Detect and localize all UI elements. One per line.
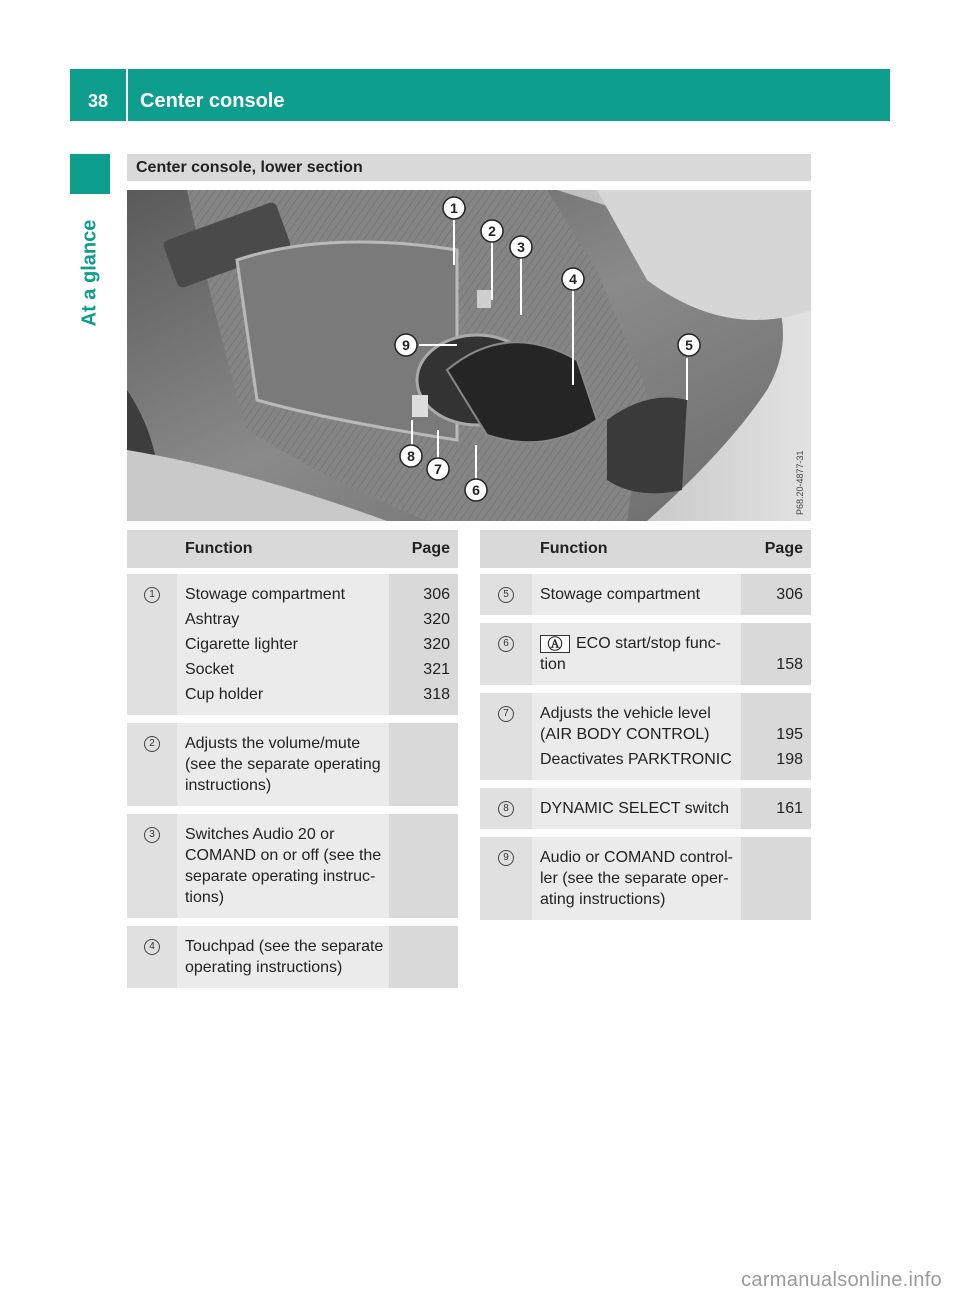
callout-9	[395, 334, 417, 356]
table-row	[127, 574, 458, 716]
callout-2-number: 2	[488, 223, 496, 239]
function-text: Adjusts the volume/mute	[184, 735, 361, 752]
table-row	[127, 926, 458, 989]
page-cell	[741, 837, 811, 921]
callout-4-number: 4	[569, 271, 577, 287]
item-number: 9	[498, 850, 514, 866]
callout-1-number: 1	[450, 200, 458, 216]
page-cell	[389, 723, 458, 807]
page-number-ref: 198	[776, 751, 803, 768]
center-console-illustration	[127, 190, 811, 521]
item-number-cell	[127, 926, 177, 989]
page-number-ref: 161	[776, 800, 803, 817]
page-cell	[389, 814, 458, 919]
spacer-cell	[127, 919, 458, 926]
spacer-cell	[127, 807, 458, 814]
page-number-ref: 195	[776, 726, 803, 743]
table-row	[480, 788, 811, 830]
page-number-ref	[393, 936, 450, 957]
function-cell	[532, 837, 741, 921]
callout-1	[443, 197, 465, 219]
item-number-cell	[127, 574, 177, 716]
function-text: Stowage compartment	[184, 586, 346, 603]
page-cell	[741, 623, 811, 686]
function-text: tion	[540, 656, 566, 673]
spacer-cell	[480, 616, 811, 623]
photo-code: P68.20-4877-31	[795, 450, 805, 515]
item-number: 2	[144, 736, 160, 752]
function-text: operating instructions)	[184, 959, 343, 976]
function-cell	[532, 623, 741, 686]
function-text: tions)	[184, 889, 225, 906]
function-text: (see the separate operating	[184, 756, 381, 773]
callout-8	[400, 445, 422, 467]
page-number-ref	[745, 847, 803, 868]
page-number-ref: 320	[423, 611, 450, 628]
callout-4	[562, 268, 584, 290]
page-number-ref	[745, 633, 803, 654]
row-spacer	[127, 716, 458, 723]
item-number: 1	[144, 587, 160, 603]
function-text: instructions)	[184, 777, 272, 794]
row-spacer	[480, 686, 811, 693]
page-number-ref: 321	[423, 661, 450, 678]
function-table-right	[480, 530, 811, 922]
callout-6	[465, 479, 487, 501]
callout-5	[678, 334, 700, 356]
section-heading: Center console, lower section	[127, 154, 811, 181]
spacer-cell	[480, 686, 811, 693]
page-number-ref: 320	[423, 636, 450, 653]
header-page: Page	[741, 530, 811, 568]
spacer-cell	[480, 781, 811, 788]
page-number-ref: 318	[423, 686, 450, 703]
spacer-cell	[127, 716, 458, 723]
function-text	[540, 633, 735, 654]
callout-3	[510, 236, 532, 258]
function-text-segment: ECO start/stop func-	[576, 635, 721, 652]
table-row	[127, 814, 458, 919]
header-num-cell	[480, 530, 532, 568]
function-cell	[177, 814, 389, 919]
item-number: 4	[144, 939, 160, 955]
table-header-row	[127, 530, 458, 568]
function-text: ating instructions)	[540, 891, 666, 908]
page-cell	[741, 788, 811, 830]
row-spacer	[480, 830, 811, 837]
page-cell	[741, 693, 811, 781]
item-number-cell	[127, 723, 177, 807]
page-number-ref	[393, 754, 450, 775]
item-number: 6	[498, 636, 514, 652]
function-table-left	[127, 530, 458, 990]
function-text: separate operating instruc-	[184, 868, 376, 885]
function-cell	[177, 574, 389, 716]
item-number-cell	[480, 574, 532, 616]
function-cell	[532, 693, 741, 781]
page-number-ref: 306	[423, 586, 450, 603]
callout-5-number: 5	[685, 337, 693, 353]
function-text: Ashtray	[184, 611, 240, 628]
item-number-cell	[480, 788, 532, 830]
page-header	[70, 69, 890, 121]
side-tab-label: At a glance	[78, 219, 101, 326]
callout-6-number: 6	[472, 482, 480, 498]
item-number-cell	[480, 693, 532, 781]
callout-9-number: 9	[402, 337, 410, 353]
callout-7-number: 7	[434, 461, 442, 477]
item-number-cell	[480, 837, 532, 921]
function-text: ler (see the separate oper-	[540, 870, 729, 887]
header-page: Page	[389, 530, 458, 568]
function-text: (AIR BODY CONTROL)	[540, 726, 710, 743]
row-spacer	[480, 781, 811, 788]
row-spacer	[480, 616, 811, 623]
table-row	[480, 623, 811, 686]
volume-button	[477, 290, 491, 308]
function-cell	[177, 723, 389, 807]
page-number-ref	[745, 703, 803, 724]
table-header-row	[480, 530, 811, 568]
function-text: Adjusts the vehicle level	[540, 705, 711, 722]
callout-8-number: 8	[407, 448, 415, 464]
function-text: DYNAMIC SELECT switch	[540, 800, 730, 817]
page-number-ref: 306	[776, 586, 803, 603]
function-text: Deactivates PARKTRONIC	[540, 751, 732, 768]
page-number-ref	[393, 824, 450, 845]
table-row	[480, 693, 811, 781]
function-text: COMAND on or off (see the	[184, 847, 382, 864]
header-num-cell	[127, 530, 177, 568]
item-number: 7	[498, 706, 514, 722]
page-number-ref	[393, 845, 450, 866]
item-number: 8	[498, 801, 514, 817]
footer-watermark: carmanualsonline.info	[741, 1269, 942, 1291]
header-divider	[126, 69, 128, 121]
center-console-photo	[127, 190, 811, 521]
dynamic-select-switch	[412, 395, 428, 417]
function-text: Stowage compartment	[540, 586, 701, 603]
function-cell	[532, 574, 741, 616]
side-tab-marker	[70, 154, 110, 194]
page-number-ref	[393, 733, 450, 754]
function-text: Socket	[184, 661, 234, 678]
row-spacer	[127, 807, 458, 814]
page-cell	[741, 574, 811, 616]
function-cell	[532, 788, 741, 830]
function-text: Cup holder	[184, 686, 264, 703]
page-title: Center console	[140, 90, 285, 112]
row-spacer	[127, 919, 458, 926]
table-row	[480, 574, 811, 616]
page-number-ref	[393, 866, 450, 887]
page-cell	[389, 574, 458, 716]
header-function: Function	[532, 530, 741, 568]
item-number-cell	[127, 814, 177, 919]
page-number-ref	[745, 868, 803, 889]
page-cell	[389, 926, 458, 989]
function-text: Audio or COMAND control-	[540, 849, 733, 866]
function-text: Switches Audio 20 or	[184, 826, 335, 843]
item-number-cell	[480, 623, 532, 686]
callout-2	[481, 220, 503, 242]
callout-7	[427, 458, 449, 480]
item-number: 3	[144, 827, 160, 843]
table-row	[480, 837, 811, 921]
function-text: Touchpad (see the separate	[184, 938, 384, 955]
spacer-cell	[480, 830, 811, 837]
header-function: Function	[177, 530, 389, 568]
function-text: Cigarette lighter	[184, 636, 298, 653]
item-number: 5	[498, 587, 514, 603]
table-row	[127, 723, 458, 807]
page-number-ref: 158	[776, 656, 803, 673]
side-tab	[70, 205, 110, 340]
eco-start-stop-icon: Ⓐ	[540, 635, 570, 653]
callout-3-number: 3	[517, 239, 525, 255]
page-number: 38	[87, 91, 109, 111]
function-cell	[177, 926, 389, 989]
